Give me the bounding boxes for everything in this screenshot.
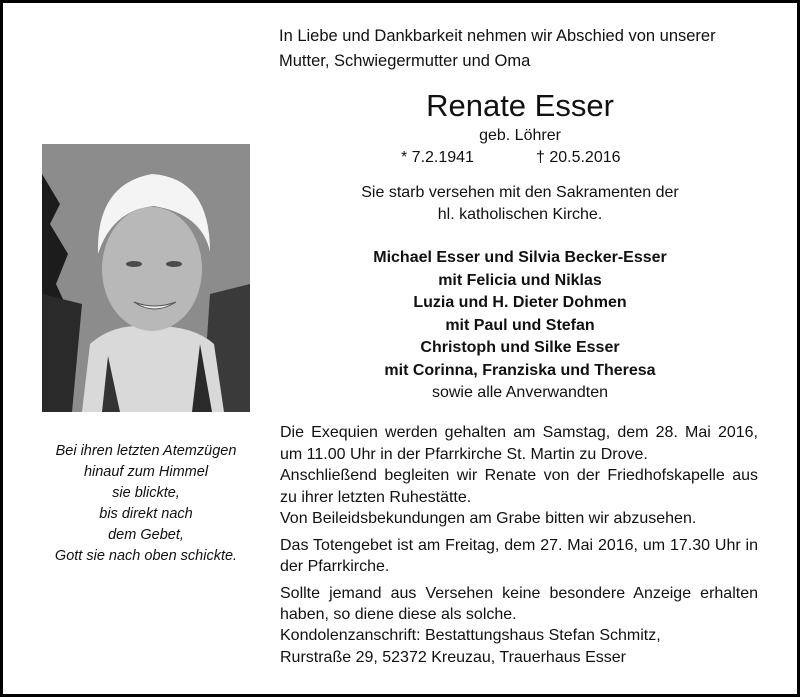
burial-paragraph: Anschließend begleiten wir Renate von der Friedhofskapelle aus zu ihrer letzten Ruhestätte. [280,467,758,506]
birth-date: * 7.2.1941 [401,149,474,166]
relatives-line: sowie alle Anverwandten [431,384,609,401]
condolence-request-paragraph: Von Beileidsbekundungen am Grabe bitten wir abzusehen. [280,510,697,527]
poem-line: dem Gebet, [108,527,184,543]
notice-paragraph: Sollte jemand aus Versehen keine besondere Anzeige erhalten haben, so diene diese als solche. [280,584,758,623]
portrait-illustration [42,144,250,412]
funeral-details [280,422,758,626]
intro-line: Mutter, Schwiegermutter und Oma [279,52,531,70]
intro-text [279,24,769,74]
family-line: mit Felicia und Niklas [438,271,602,289]
portrait-photo [42,144,250,412]
condolence-line: Rurstraße 29, 52372 Kreuzau, Trauerhaus Esser [280,649,626,666]
poem-line: bis direkt nach [99,506,193,522]
exequies-paragraph: Die Exequien werden gehalten am Samstag, dem 28. Mai 2016, um 11.00 Uhr in der Pfarrkirche St. Martin zu Drove. [280,424,758,463]
poem-line: sie blickte, [112,485,180,501]
condolence-address [280,625,758,669]
family-line: Luzia und H. Dieter Dohmen [413,294,627,311]
deceased-name: Renate Esser [426,88,614,123]
family-line: mit Corinna, Franziska und Theresa [384,361,656,379]
poem-line: Gott sie nach oben schickte. [54,548,238,564]
poem-line: Bei ihren letzten Atemzügen [55,443,237,459]
intro-line: In Liebe und Dankbarkeit nehmen wir Abschied von unserer [279,27,716,45]
poem [35,441,257,567]
family-line: Christoph und Silke Esser [420,339,620,356]
family-line: Michael Esser und Silvia Becker-Esser [373,249,667,266]
family-line: mit Paul und Stefan [445,316,595,334]
sacraments-text [280,182,760,226]
sacraments-line: Sie starb versehen mit den Sakramenten der [361,184,679,201]
prayer-paragraph: Das Totengebet ist am Freitag, dem 27. Mai 2016, um 17.30 Uhr in der Pfarrkirche. [280,536,758,575]
sacraments-line: hl. katholischen Kirche. [437,206,603,223]
maiden-name: geb. Löhrer [479,127,561,144]
condolence-line: Kondolenzanschrift: Bestattungshaus Stefan Schmitz, [280,627,661,644]
poem-line: hinauf zum Himmel [83,464,209,480]
family-list [280,247,760,405]
death-date: † 20.5.2016 [536,149,621,166]
